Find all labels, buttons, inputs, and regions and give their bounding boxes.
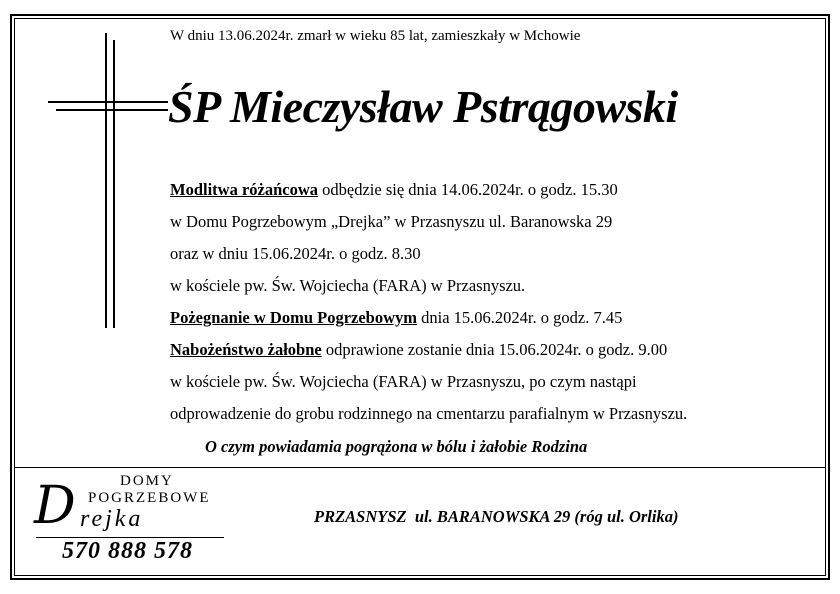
footer-separator <box>14 467 826 468</box>
deceased-name: ŚP Mieczysław Pstrągowski <box>168 81 678 132</box>
address-text: PRZASNYSZ ul. BARANOWSKA 29 (róg ul. Orlika) <box>314 507 679 526</box>
notice-line <box>170 276 525 296</box>
line-text: dnia 15.06.2024r. o godz. 7.45 <box>417 308 623 327</box>
line-bold: Modlitwa różańcowa <box>170 180 319 199</box>
line-text: oraz w dniu 15.06.2024r. o godz. 8.30 <box>170 244 421 263</box>
notice-line <box>170 372 637 392</box>
intro-text: W dniu 13.06.2024r. zmarł w wieku 85 lat, zamieszkały w Mchowie <box>170 28 581 44</box>
phone-number: 570 888 578 <box>62 538 193 564</box>
closing-text: O czym powiadamia pogrążona w bólu i żałobie Rodzina <box>205 437 588 456</box>
notice-line <box>170 180 618 200</box>
cross-horizontal-bar-inner <box>56 109 168 111</box>
line-text: w kościele pw. Św. Wojciecha (FARA) w Przasnyszu. <box>170 276 526 295</box>
line-text: w kościele pw. Św. Wojciecha (FARA) w Przasnyszu, po czym nastąpi <box>170 372 637 391</box>
line-bold: Nabożeństwo żałobne <box>170 340 322 359</box>
line-text: w Domu Pogrzebowym „Drejka” w Przasnyszu ul. Baranowska 29 <box>170 212 613 231</box>
notice-line <box>170 404 687 424</box>
logo-line2: POGRZEBOWE <box>88 490 211 506</box>
line-bold: Pożegnanie w Domu Pogrzebowym <box>170 308 418 327</box>
line-text: odprawione zostanie dnia 15.06.2024r. o godz. 9.00 <box>321 340 668 359</box>
logo-name: rejka <box>80 506 144 532</box>
notice-line <box>170 340 667 360</box>
cross-vertical-bar-inner <box>113 40 115 328</box>
cross-horizontal-bar <box>48 101 168 103</box>
logo-initial: D <box>34 476 76 536</box>
cross-vertical-bar <box>105 33 107 328</box>
line-text: odprowadzenie do grobu rodzinnego na cmentarzu parafialnym w Przasnyszu. <box>170 404 688 423</box>
notice-line <box>170 244 421 264</box>
logo-line1: DOMY <box>120 473 174 489</box>
notice-line <box>170 308 622 328</box>
line-text: odbędzie się dnia 14.06.2024r. o godz. 15.30 <box>318 180 618 199</box>
notice-line <box>170 212 612 232</box>
